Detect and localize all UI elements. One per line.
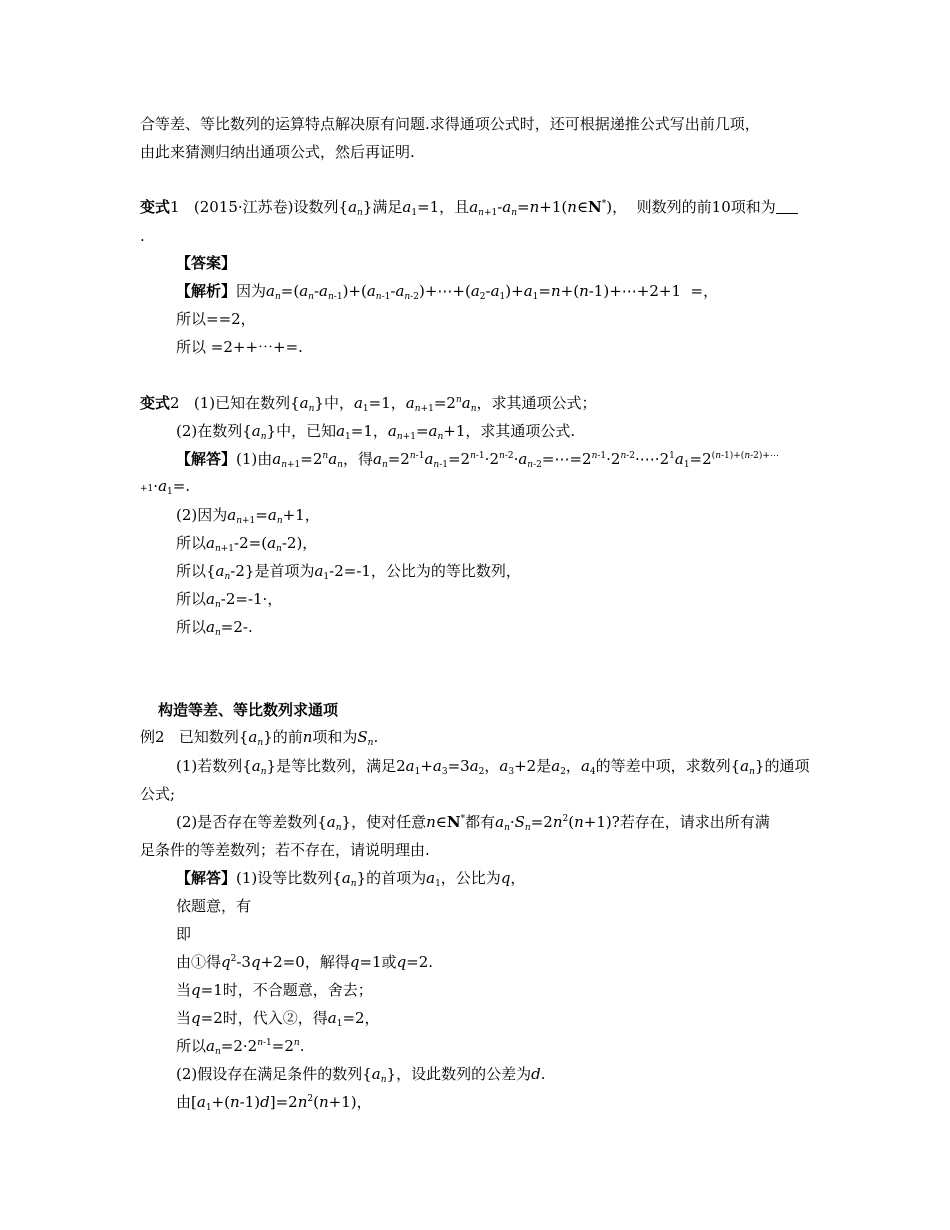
variant2-s4: 所以$a_n-2=-1\cdot$， bbox=[176, 590, 283, 610]
example2-q2: (2)是否存在等差数列$\{a_n\}$，使对任意n∈N*都有$a_n\cdot S_n=2n^2(n+1)$?若存在，请求出所有满 bbox=[176, 813, 770, 833]
intro-line-2: 由此来猜测归纳出通项公式，然后再证明. bbox=[140, 143, 415, 161]
example2-q2-sub: 当q=2时，代入②，得$a_1=2$， bbox=[176, 1009, 380, 1029]
example2-q2-cont: 足条件的等差数列；若不存在，请说明理由. bbox=[140, 841, 430, 859]
variant1-label: 变式 bbox=[140, 198, 171, 216]
variant1-analysis: 【解析】因为$a_n=(a_n-a_{n-1})+(a_{n-1}-a_{n-2})+\cdots+(a_2-a_1)+a_1=n+(n-1)+\cdots+2+1$ =， bbox=[176, 282, 719, 302]
example2-label: 例2 bbox=[140, 728, 165, 746]
example2-q1-cont: 公式; bbox=[140, 785, 176, 803]
variant2-solution-1: 【解答】(1)由$a_{n+1}=2^na_n$，得$a_n=2^{n-1}a_{n-1}=2^{n-1}\cdot 2^{n-2}\cdot a_{n-2}=\cdots=2^{n-1}\cdot 2^{n-2}\cdot\cdots\cdot 2^1a_1=2^{(n-1)+(n-2)+\cdots}$ bbox=[176, 450, 779, 470]
example2-part2-assume: (2)假设存在满足条件的数列$\{a_n\}$，设此数列的公差为d. bbox=[176, 1065, 546, 1085]
section-heading: 构造等差、等比数列求通项 bbox=[158, 701, 339, 719]
variant1-so-2: 所以 =2++⋯+=. bbox=[176, 338, 303, 356]
variant2-s1: (2)因为$a_{n+1}=a_n+1$， bbox=[176, 506, 320, 526]
variant2-s2: 所以$a_{n+1}-2=(a_n-2)$， bbox=[176, 534, 318, 554]
example2-ji: 即 bbox=[176, 925, 192, 943]
answer-blank bbox=[776, 199, 798, 214]
example2-yiti: 依题意，有 bbox=[176, 897, 252, 915]
variant1-so-1: 所以==2， bbox=[176, 310, 256, 328]
example2-solution-1: 【解答】(1)设等比数列$\{a_n\}$的首项为$a_1$，公比为q， bbox=[176, 869, 526, 889]
variant1-source: (2015·江苏卷) bbox=[193, 198, 294, 216]
variant2-s3: 所以$\{a_n-2\}$是首项为$a_1-2=-1$，公比为的等比数列， bbox=[176, 562, 521, 582]
variant1-answer-label: 【答案】 bbox=[176, 254, 237, 272]
example2-q1-reject: 当q=1时，不合题意，舍去； bbox=[176, 981, 373, 999]
variant1-period: . bbox=[140, 227, 145, 245]
intro-line-1: 合等差、等比数列的运算特点解决原有问题.求得通项公式时，还可根据递推公式写出前几项， bbox=[140, 115, 760, 133]
variant2-solution-1-cont: $+1\cdot a_1=$. bbox=[140, 477, 191, 497]
variant1-question: 变式1 (2015·江苏卷)设数列$\{a_n\}$满足$a_1=1$，且$a_{n+1}-a_n=n+1(n\in N^*)$， 则数列的前10项和为 bbox=[140, 197, 798, 217]
example2-q1: (1)若数列$\{a_n\}$是等比数列，满足$2a_1+a_3=3a_2$，$a_3+2$是$a_2$，$a_4$的等差中项，求数列$\{a_n\}$的通项 bbox=[176, 757, 810, 777]
example2-eq: 由①得$q^2-3q+2=0$，解得q=1或q=2. bbox=[176, 953, 434, 971]
variant2-part2: (2)在数列$\{a_n\}$中，已知$a_1=1$，$a_{n+1}=a_n+1$，求其通项公式. bbox=[176, 422, 576, 442]
example2-part2-eq: 由$[a_1+(n-1)d]=2n^2(n+1)$， bbox=[176, 1093, 372, 1113]
variant2-part1: 变式2 (1)已知在数列$\{a_n\}$中，$a_1=1$，$a_{n+1}=2^na_n$，求其通项公式； bbox=[140, 394, 597, 414]
variant2-label: 变式 bbox=[140, 394, 171, 412]
example2-intro: 例2 已知数列$\{a_n\}$的前n项和为$S_n$. bbox=[140, 728, 379, 748]
example2-formula: 所以$a_n=2\cdot 2^{n-1}=2^n$. bbox=[176, 1037, 305, 1057]
variant2-s5: 所以$a_n=2-$. bbox=[176, 618, 253, 638]
